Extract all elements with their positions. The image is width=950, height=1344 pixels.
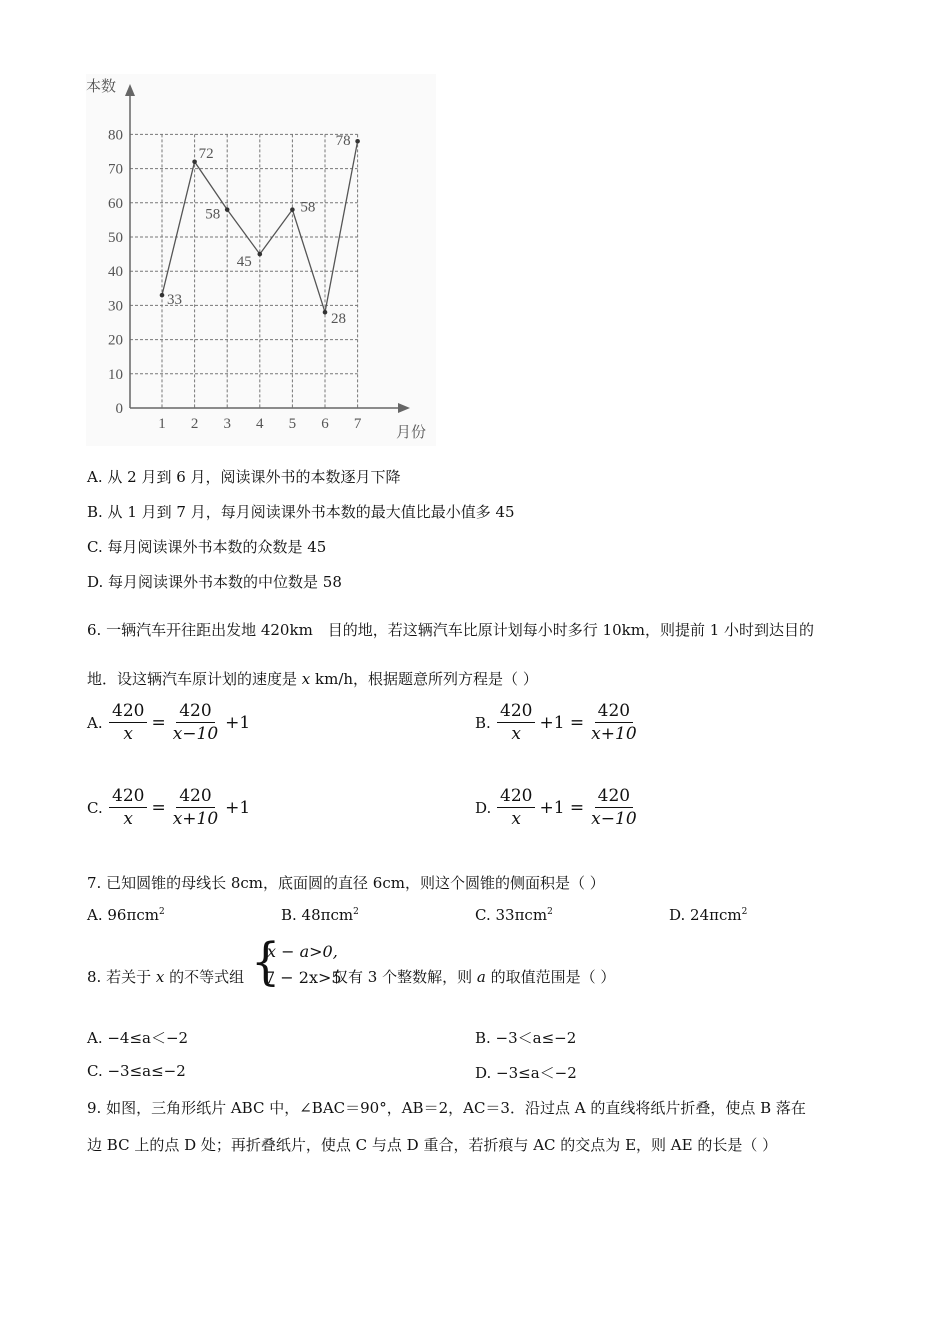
- q5-option-b: B. 从 1 月到 7 月，每月阅读课外书本数的最大值比最小值多 45: [87, 503, 515, 521]
- y-tick-label: 0: [115, 401, 123, 417]
- q8-stem-tail: 仅有 3 个整数解，则 a 的取值范围是（ ）: [333, 968, 616, 986]
- data-label: 45: [236, 254, 252, 271]
- x-tick-label: 1: [158, 416, 166, 432]
- q8-option-d: D. −3≤a＜−2: [475, 1064, 577, 1082]
- y-axis-arrow: [125, 84, 135, 96]
- x-tick-label: 6: [321, 416, 329, 432]
- y-tick-label: 10: [108, 366, 123, 383]
- data-label: 72: [198, 145, 214, 162]
- y-tick-label: 40: [108, 264, 123, 281]
- x-axis-arrow: [398, 403, 410, 413]
- data-label: 58: [300, 199, 316, 216]
- q7-stem: 7. 已知圆锥的母线长 8cm，底面圆的直径 6cm，则这个圆锥的侧面积是（ ）: [87, 874, 605, 892]
- line-chart: [0, 0, 950, 460]
- data-point: [160, 293, 165, 298]
- chart-ticks: [108, 127, 362, 432]
- q5-option-a: A. 从 2 月到 6 月，阅读课外书的本数逐月下降: [87, 468, 401, 486]
- q5-option-d: D. 每月阅读课外书本数的中位数是 58: [87, 573, 342, 591]
- data-point: [323, 310, 328, 315]
- data-point: [258, 252, 263, 257]
- y-tick-label: 30: [108, 298, 123, 315]
- y-axis-label: 本数: [86, 77, 117, 95]
- q6-option-b: B. $\frac{420}{x}$ +1 = $\frac{420}{x+10}$: [475, 701, 637, 744]
- q6-option-c: C. $\frac{420}{x}$ = $\frac{420}{x+10}$ +1: [87, 786, 251, 829]
- y-tick-label: 70: [108, 161, 123, 178]
- data-point: [225, 207, 230, 212]
- data-point: [290, 207, 295, 212]
- x-axis-label: 月份: [396, 423, 427, 441]
- q7-option-a: A. 96πcm$^2$: [87, 906, 165, 924]
- q8-option-a: A. −4≤a＜−2: [87, 1029, 189, 1047]
- q8-system-line1: x − a>0,: [267, 942, 338, 961]
- q7-option-c: C. 33πcm$^2$: [475, 906, 553, 924]
- q8-option-c: C. −3≤a≤−2: [87, 1062, 186, 1080]
- q7-option-d: D. 24πcm$^2$: [669, 906, 748, 924]
- q8-system-line2: 7 − 2x>5: [265, 968, 342, 987]
- q6-stem-line1: 6. 一辆汽车开往距出发地 420km 目的地，若这辆汽车比原计划每小时多行 10km，则提前 1 小时到达目的: [87, 621, 815, 639]
- q5-option-c: C. 每月阅读课外书本数的众数是 45: [87, 538, 327, 556]
- y-tick-label: 80: [108, 127, 123, 144]
- q9-stem-line1: 9. 如图，三角形纸片 ABC 中，∠BAC＝90°，AB＝2，AC＝3．沿过点 A 的直线将纸片折叠，使点 B 落在: [87, 1099, 806, 1117]
- q9-stem-line2: 边 BC 上的点 D 处；再折叠纸片，使点 C 与点 D 重合，若折痕与 AC 的交点为 E，则 AE 的长是（ ）: [87, 1136, 778, 1154]
- data-label: 28: [331, 311, 346, 328]
- data-point: [192, 159, 197, 164]
- x-tick-label: 3: [223, 416, 231, 432]
- q6-stem-line2: 地．设这辆汽车原计划的速度是 x km/h，根据题意所列方程是（ ）: [87, 670, 538, 688]
- chart-grid: [130, 134, 358, 408]
- q7-option-b: B. 48πcm$^2$: [281, 906, 359, 924]
- y-tick-label: 50: [108, 230, 123, 246]
- x-tick-label: 7: [353, 416, 362, 432]
- data-label: 58: [205, 206, 221, 223]
- q8-system-brace: {: [251, 931, 281, 991]
- q6-option-a: A. $\frac{420}{x}$ = $\frac{420}{x-10}$ +1: [87, 701, 251, 744]
- data-point: [355, 139, 360, 144]
- y-tick-label: 20: [108, 332, 123, 349]
- data-label: 78: [335, 133, 351, 150]
- y-tick-label: 60: [108, 195, 123, 212]
- q8-stem: 8. 若关于 x 的不等式组: [87, 968, 245, 986]
- x-tick-label: 5: [288, 416, 297, 432]
- data-label: 33: [167, 292, 182, 309]
- chart-axes: [125, 84, 410, 413]
- x-tick-label: 4: [256, 416, 264, 432]
- q6-option-d: D. $\frac{420}{x}$ +1 = $\frac{420}{x-10}$: [475, 786, 637, 829]
- x-tick-label: 2: [190, 416, 199, 432]
- q8-option-b: B. −3＜a≤−2: [475, 1029, 577, 1047]
